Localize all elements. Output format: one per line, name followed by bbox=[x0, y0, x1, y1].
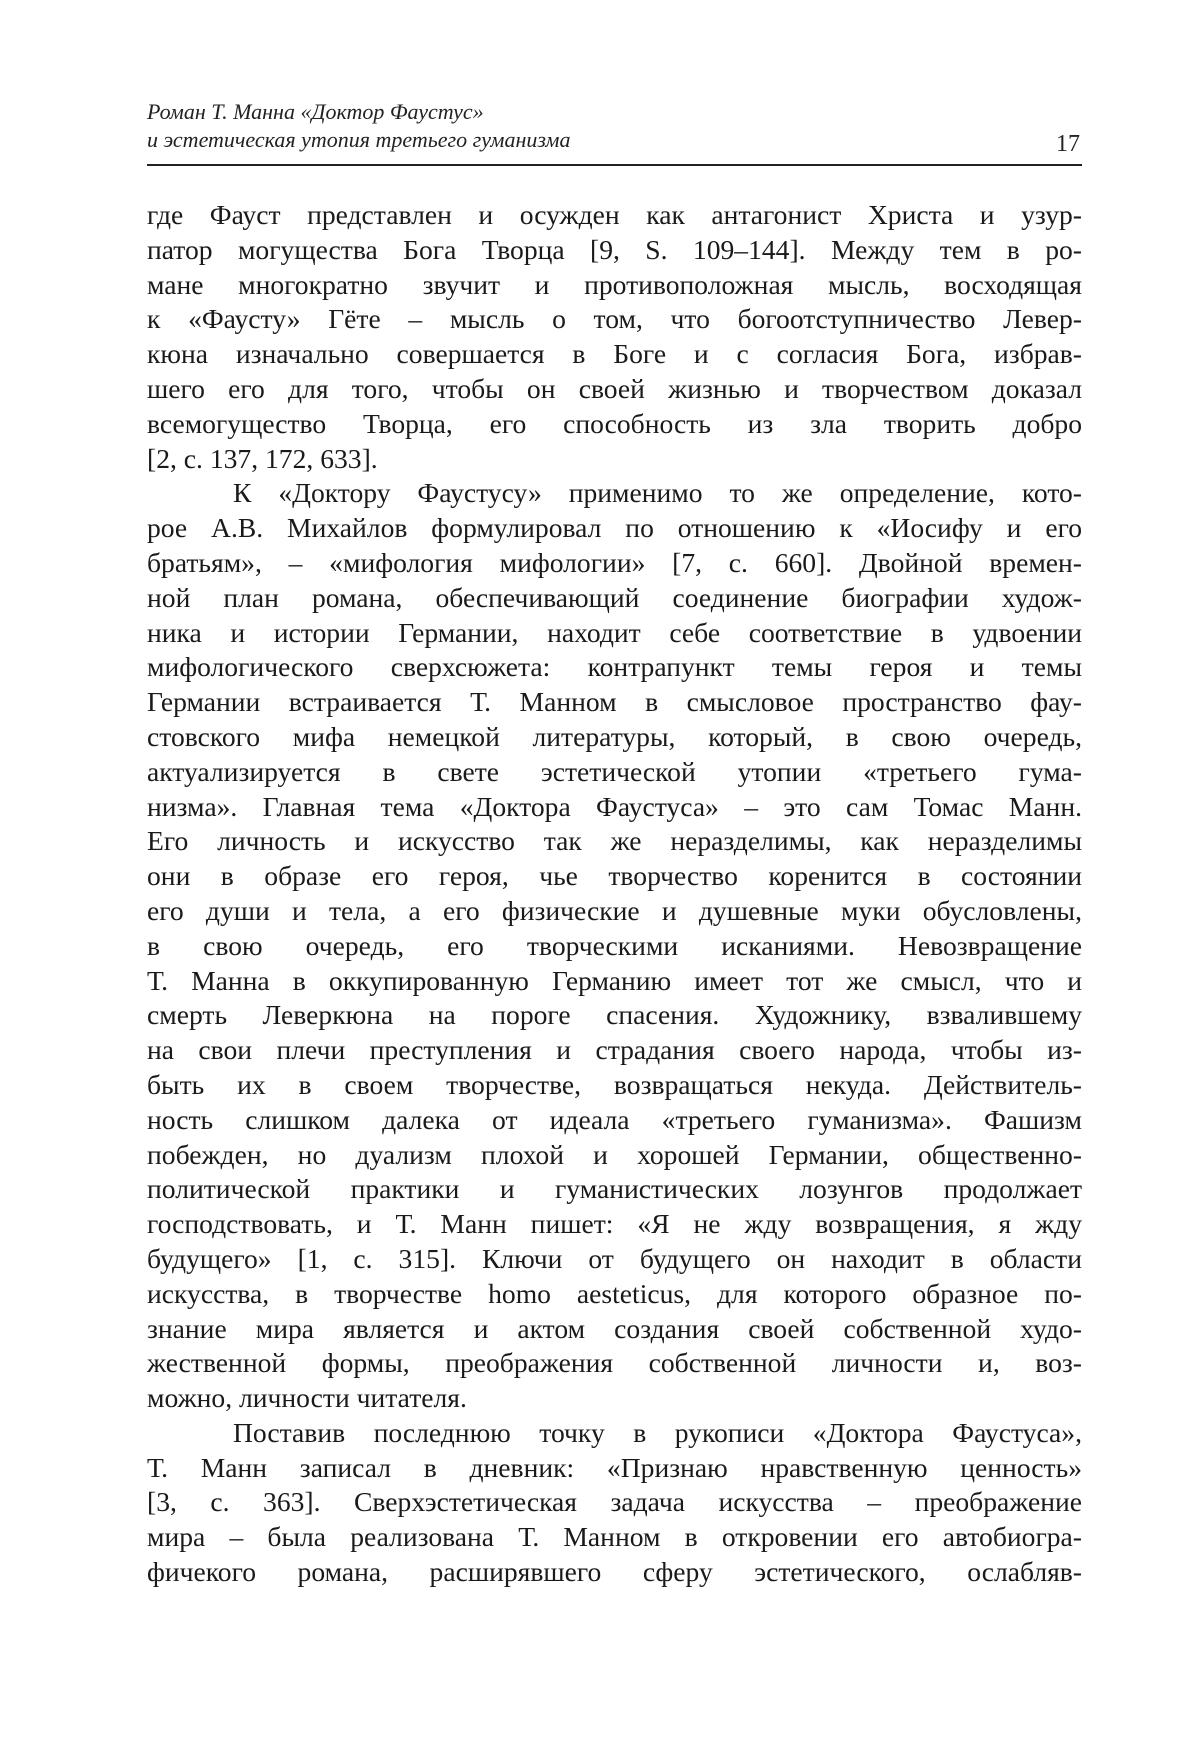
text-line: актуализируется в свете эстетической утопии «третьего гума- bbox=[147, 755, 1082, 787]
text-line: Германии встраивается Т. Манном в смысловое пространство фау- bbox=[147, 686, 1082, 718]
text-line: [3, с. 363]. Сверхэстетическая задача искусства – преображение bbox=[147, 1486, 1082, 1518]
text-line: ность слишком далека от идеала «третьего гуманизма». Фашизм bbox=[147, 1103, 1082, 1135]
text-line: в свою очередь, его творческими исканиями. Невозвращение bbox=[147, 929, 1082, 961]
text-line: [2, с. 137, 172, 633]. bbox=[147, 442, 378, 474]
body-text bbox=[147, 198, 1082, 1590]
text-line: патор могущества Бога Творца [9, S. 109–144]. Между тем в ро- bbox=[147, 233, 1082, 265]
text-line: ника и истории Германии, находит себе соответствие в удвоении bbox=[147, 616, 1082, 648]
text-line: фичекого романа, расширявшего сферу эстетического, ослабляв- bbox=[147, 1556, 1082, 1588]
text-line: ной план романа, обеспечивающий соединение биографии худож- bbox=[147, 581, 1082, 613]
text-line: стовского мифа немецкой литературы, который, в свою очередь, bbox=[147, 720, 1082, 752]
text-line: низма». Главная тема «Доктора Фаустуса» – это сам Томас Манн. bbox=[147, 790, 1082, 822]
text-line: господствовать, и Т. Манн пишет: «Я не жду возвращения, я жду bbox=[147, 1208, 1082, 1240]
text-line: Т. Манн записал в дневник: «Признаю нравственную ценность» bbox=[147, 1451, 1082, 1483]
text-line: жественной формы, преображения собственной личности и, воз- bbox=[147, 1347, 1082, 1379]
page-number: 17 bbox=[1056, 131, 1080, 157]
text-line: мира – была реализована Т. Манном в откровении его автобиогра- bbox=[147, 1521, 1082, 1553]
text-line: побежден, но дуализм плохой и хорошей Германии, общественно- bbox=[147, 1138, 1082, 1170]
running-header bbox=[147, 98, 1082, 166]
text-line: можно, личности читателя. bbox=[147, 1382, 467, 1414]
text-line: искусства, в творчестве homo aesteticus, для которого образное по- bbox=[147, 1277, 1082, 1309]
text-line: будущего» [1, с. 315]. Ключи от будущего он находит в области bbox=[147, 1242, 1082, 1274]
paragraph bbox=[147, 476, 1082, 1416]
text-line: где Фауст представлен и осужден как антагонист Христа и узур- bbox=[147, 199, 1082, 230]
text-line: к «Фаусту» Гёте – мысль о том, что богоотступничество Левер- bbox=[147, 303, 1082, 335]
text-line: политической практики и гуманистических лозунгов продолжает bbox=[147, 1173, 1082, 1205]
text-line: Поставив последнюю точку в рукописи «Доктора Фаустуса», bbox=[233, 1416, 1082, 1448]
text-line: его души и тела, а его физические и душевные муки обусловлены, bbox=[147, 894, 1082, 926]
text-line: мане многократно звучит и противоположная мысль, восходящая bbox=[147, 268, 1082, 300]
paragraph bbox=[147, 1416, 1082, 1590]
text-line: на свои плечи преступления и страдания своего народа, чтобы из- bbox=[147, 1034, 1082, 1066]
text-line: быть их в своем творчестве, возвращаться некуда. Действитель- bbox=[147, 1068, 1082, 1100]
text-line: Его личность и искусство так же неразделимы, как неразделимы bbox=[147, 825, 1082, 857]
header-title-line-2: и эстетическая утопия третьего гуманизма bbox=[147, 127, 571, 152]
text-line: мифологического сверхсюжета: контрапункт темы героя и темы bbox=[147, 651, 1082, 683]
text-line: знание мира является и актом создания своей собственной худо- bbox=[147, 1312, 1082, 1344]
text-line: смерть Леверкюна на пороге спасения. Художнику, взвалившему bbox=[147, 999, 1082, 1031]
text-line: всемогущество Творца, его способность из зла творить добро bbox=[147, 407, 1082, 439]
text-line: братьям», – «мифология мифологии» [7, с. 660]. Двойной времен- bbox=[147, 546, 1082, 578]
paragraph bbox=[147, 198, 1082, 476]
text-line: шего его для того, чтобы он своей жизнью и творчеством доказал bbox=[147, 372, 1082, 404]
text-line: К «Доктору Фаустусу» применимо то же определение, кото- bbox=[233, 477, 1082, 509]
text-line: кюна изначально совершается в Боге и с согласия Бога, избрав- bbox=[147, 338, 1082, 370]
text-line: рое А.В. Михайлов формулировал по отношению к «Иосифу и его bbox=[147, 512, 1082, 544]
text-line: они в образе его героя, чье творчество коренится в состоянии bbox=[147, 860, 1082, 892]
header-title-line-1: Роман Т. Манна «Доктор Фаустус» bbox=[147, 99, 484, 124]
text-line: Т. Манна в оккупированную Германию имеет тот же смысл, что и bbox=[147, 964, 1082, 996]
